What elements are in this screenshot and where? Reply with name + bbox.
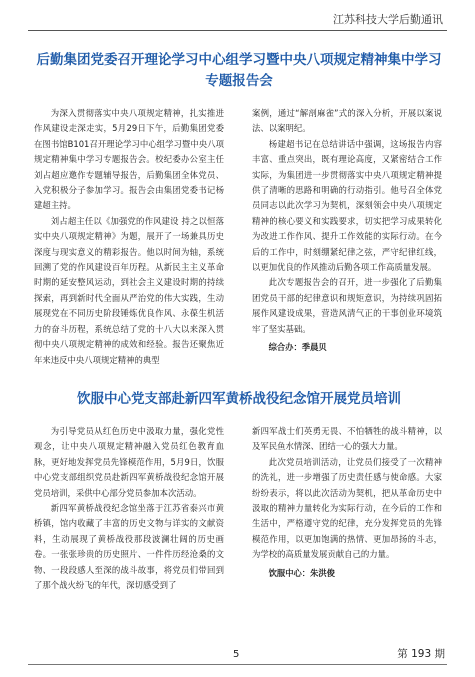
footer-divider — [28, 664, 447, 665]
article-paragraph: 案例，通过“解剖麻雀”式的深入分析，开展以案说法、以案明纪。 — [252, 108, 442, 134]
issue-number: 第 193 期 — [397, 648, 445, 660]
article-title: 饮服中心党支部赴新四军黄桥战役纪念馆开展党员培训 — [77, 391, 401, 407]
article-column-right — [252, 106, 442, 356]
article-paragraph: 新四军战士们英勇无畏、不怕牺牲的战斗精神，以及军民鱼水情深、团结一心的强大力量。 — [252, 426, 442, 452]
byline: 综合办：季晨贝 — [268, 342, 327, 353]
article-paragraph: 刘占超主任以《加强党的作风建设 持之以恒落实中央八项规定精神》为题，展开了一场兼具历史深度与现实意义的精彩报告。他以时间为轴，系统回溯了党的作风建设百年历程。从新民主主义革命时期的延安整风运动，到社会主义建设时期的持续探索，再到新时代全面从严治党的伟大实践，生动展现党在不同历史阶段锤炼优良作风、永葆生机活力的奋斗历程，系统总结了党的十八大以来深入贯彻中央八项规定精神的成效和经验。报告还聚焦近年来违反中央八项规定精神的典型 — [34, 215, 224, 365]
publication-title: 江苏科技大学后勤通讯 — [333, 13, 443, 26]
article-paragraph: 为引导党员从红色历史中汲取力量，强化党性观念，让中央八项规定精神融入党员红色教育血脉，更好地发挥党员先锋模范作用，5月9日，饮服中心党支部组织党员赴新四军黄桥战役纪念馆开展党员培训，采供中心部分党员参加本次活动。 — [34, 426, 224, 498]
article-title: 后勤集团党委召开理论学习中心组学习暨中央八项规定精神集中学习专题报告会 — [36, 52, 442, 89]
article-paragraph: 此次党员培训活动，让党员们接受了一次精神的洗礼，进一步增强了历史责任感与使命感。大家纷纷表示，将以此次活动为契机，把从革命历史中汲取的精神力量转化为实际行动，在今后的工作和生活中，严格遵守党的纪律，充分发挥党员的先锋模范作用，以更加饱满的热情、更加昂扬的斗志，为学校的高质量发展贡献自己的力量。 — [252, 456, 442, 560]
article-paragraph: 新四军黄桥战役纪念馆坐落于江苏省泰兴市黄桥镇，馆内收藏了丰富的历史文物与详实的文献资料，生动展现了黄桥战役那段波澜壮阔的历史画卷。一张张珍贵的历史照片、一件件历经沧桑的文物、一段段感人至深的战斗故事，将党员们带回到了那个战火纷飞的年代，深切感受到了 — [34, 503, 224, 591]
article-column-left — [34, 424, 224, 593]
article-paragraph: 杨建超书记在总结讲话中强调，这场报告内容丰富、重点突出，既有理论高度，又紧密结合工作实际，为集团进一步贯彻落实中央八项规定精神提供了清晰的思路和明确的行动指引。他号召全体党员同志以此次学习为契机，深刻领会中央八项规定精神的核心要义和实践要求，切实把学习成果转化为改进工作作风、提升工作效能的实际行动。在今后的工作中，时刻绷紧纪律之弦，严守纪律红线，以更加优良的作风推动后勤各项工作高质量发展。 — [252, 138, 442, 273]
article-column-left — [34, 106, 224, 368]
article-column-right — [252, 424, 442, 581]
header-divider — [28, 30, 447, 31]
page-number: 5 — [233, 649, 240, 660]
byline: 饮服中心：朱洪俊 — [268, 567, 335, 578]
article-paragraph: 此次专题报告会的召开，进一步强化了后勤集团党员干部的纪律意识和规矩意识，为持续巩固拓展作风建设成果，营造风清气正的干事创业环境筑牢了坚实基础。 — [252, 277, 442, 334]
article-paragraph: 为深入贯彻落实中央八项规定精神，扎实推进作风建设走深走实，5月29日下午，后勤集团党委在图书馆B101召开理论学习中心组学习暨中央八项规定精神集中学习专题报告会。校纪委办公室主任刘占超应邀作专题辅导报告，后勤集团全体党员、入党积极分子参加学习。报告会由集团党委书记杨建超主持。 — [34, 108, 224, 211]
